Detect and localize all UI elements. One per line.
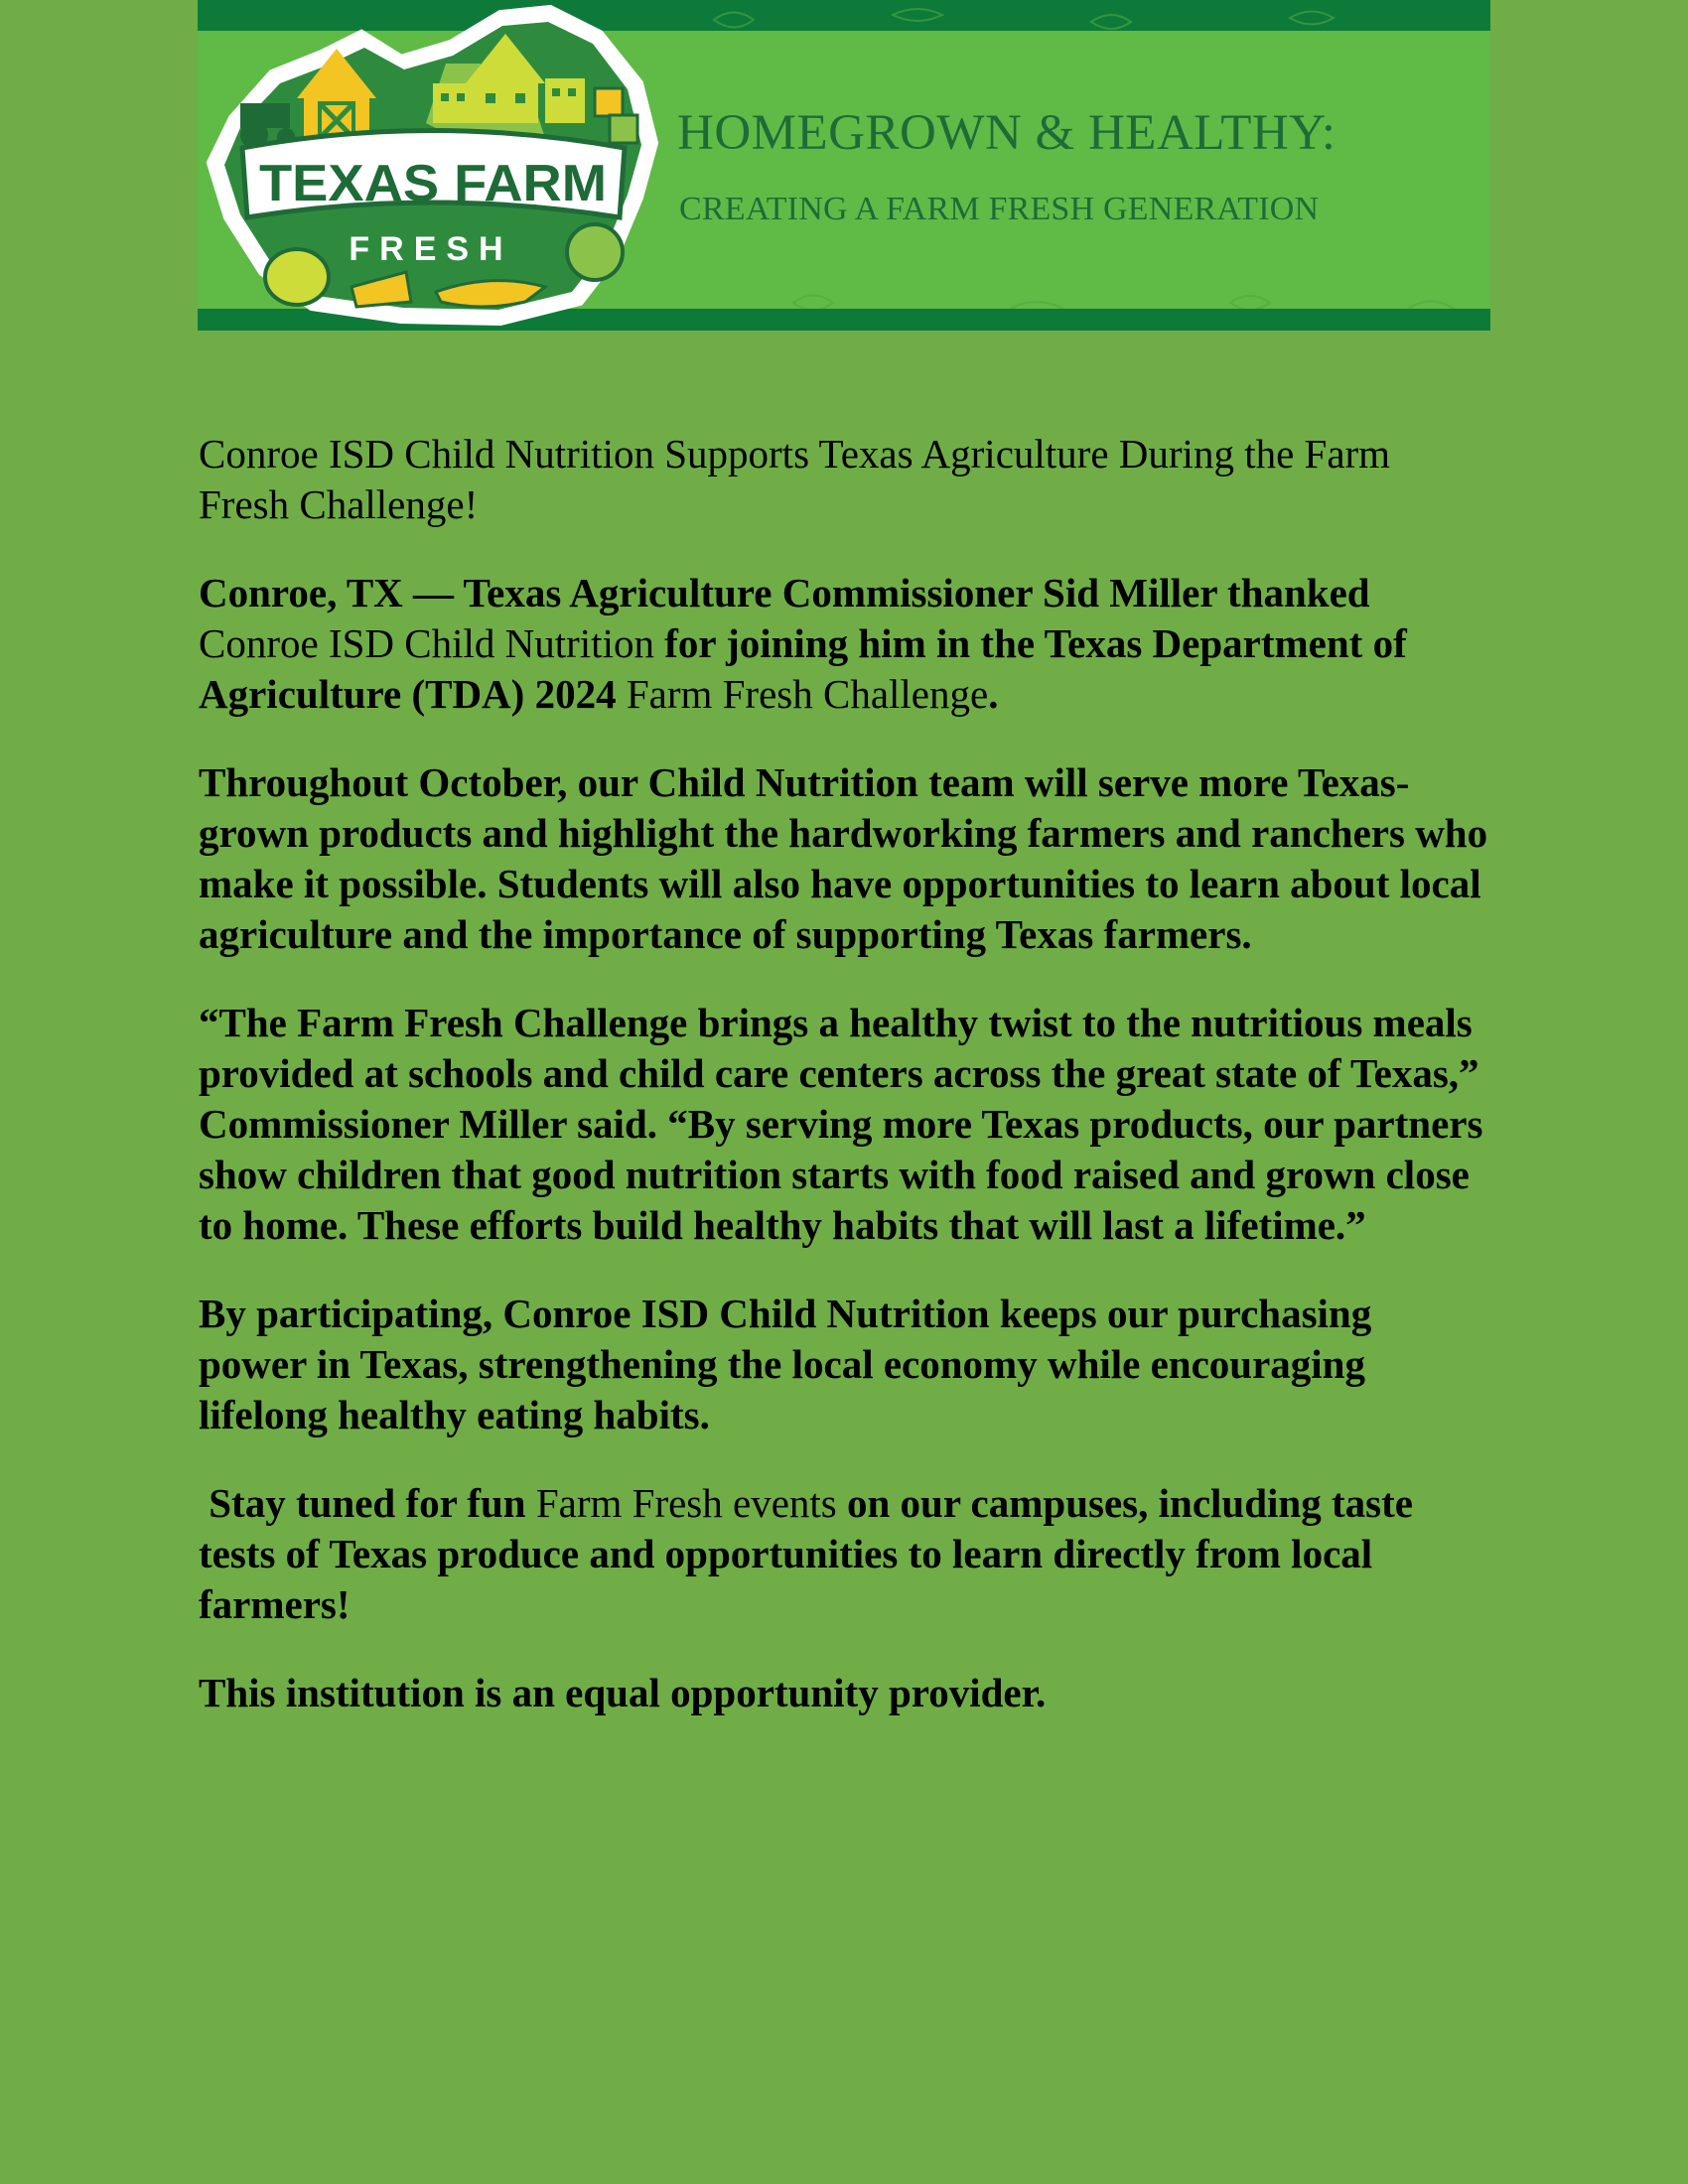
paragraph-participating: By participating, Conroe ISD Child Nutrition keeps our purchasing power in Texas, strengthening the local economy while encouraging lifelong healthy eating habits. <box>199 1291 1372 1437</box>
equal-opportunity-statement: This institution is an equal opportunity provider. <box>199 1670 1047 1715</box>
stay-tuned-rest: on our campuses, including taste tests of Texas produce and opportunities to learn directly from local farmers! <box>199 1480 1413 1627</box>
intro-dateline: Conroe, TX — Texas Agriculture Commissioner Sid Miller thanked <box>199 570 1370 615</box>
paragraph-october: Throughout October, our Child Nutrition team will serve more Texas-grown products and highlight the hardworking farmers and ranchers who make it possible. Students will also have opportunities to learn about local agriculture and the importance of supporting Texas farmers. <box>199 759 1488 957</box>
intro-challenge-name: Farm Fresh Challenge <box>626 671 989 717</box>
banner-title: HOMEGROWN & HEALTHY: <box>677 105 1336 161</box>
intro-joining: for joining him in the Texas Department of Agriculture (TDA) 2024 <box>199 620 1407 717</box>
article-headline: Conroe ISD Child Nutrition Supports Texas Agriculture During the Farm Fresh Challenge! <box>199 431 1391 527</box>
header-banner <box>198 0 1490 331</box>
paragraph-intro <box>199 568 1489 720</box>
intro-org-name: Conroe ISD Child Nutrition <box>199 620 654 666</box>
intro-period: . <box>988 671 999 717</box>
article-body <box>199 429 1489 1756</box>
stay-tuned-lead: Stay tuned for fun <box>209 1480 526 1526</box>
paragraph-stay-tuned <box>199 1478 1489 1630</box>
logo-texas-farm-text: TEXAS FARM <box>259 155 607 212</box>
texas-farm-fresh-logo <box>203 4 659 328</box>
stay-tuned-events: Farm Fresh events <box>535 1480 837 1526</box>
banner-subtitle: CREATING A FARM FRESH GENERATION <box>679 191 1320 227</box>
logo-fresh-text: FRESH <box>349 230 513 268</box>
paragraph-quote: “The Farm Fresh Challenge brings a healthy twist to the nutritious meals provided at schools and child care centers across the great state of Texas,” Commissioner Miller said. “By serving more Texas products, our partners show children that good nutrition starts with food raised and grown close to home. These efforts build healthy habits that will last a lifetime.” <box>199 1000 1483 1248</box>
